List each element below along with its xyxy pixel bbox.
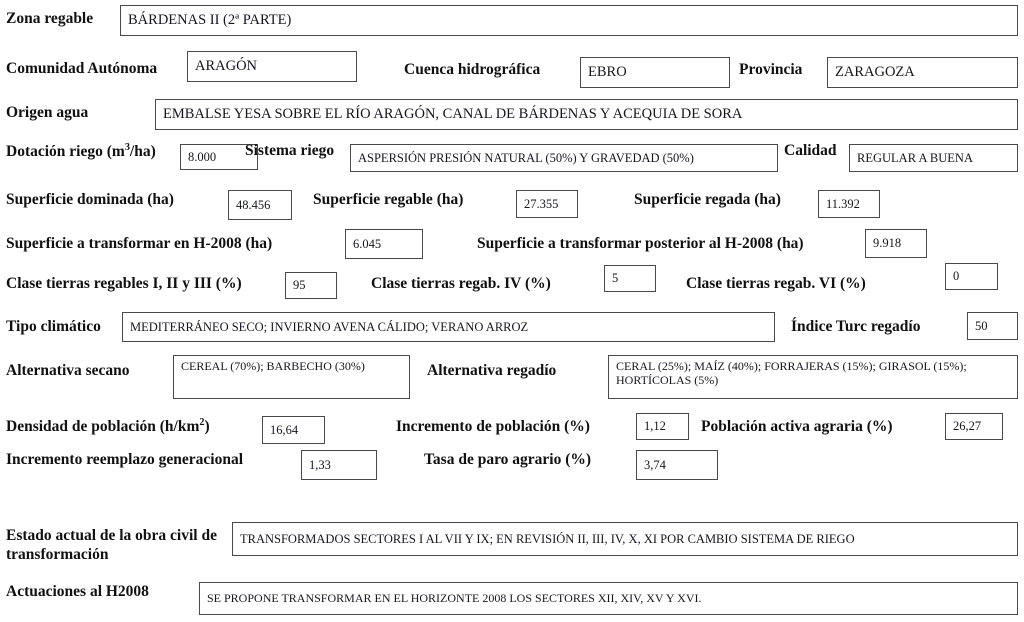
field-superficie-transformar-posterior[interactable] (865, 229, 927, 258)
value-actuaciones-h2008: SE PROPONE TRANSFORMAR EN EL HORIZONTE 2008 LOS SECTORES XII, XIV, XV Y XVI. (207, 591, 702, 606)
label-calidad: Calidad (784, 142, 837, 159)
field-superficie-regada[interactable] (818, 190, 880, 218)
value-superficie-dominada: 48.456 (236, 197, 271, 212)
value-estado-actual-obra: TRANSFORMADOS SECTORES I AL VII Y IX; EN REVISIÓN II, III, IV, X, XI POR CAMBIO SISTEMA DE RIEGO (240, 531, 855, 546)
label-clase-tierras-i-ii-iii: Clase tierras regables I, II y III (%) (6, 275, 242, 292)
value-clase-tierras-i-ii-iii: 95 (293, 278, 306, 292)
label-incremento-poblacion: Incremento de población (%) (396, 418, 590, 435)
label-poblacion-activa-agraria: Población activa agraria (%) (701, 418, 893, 435)
field-indice-turc-regadio[interactable] (967, 312, 1018, 340)
label-dotacion-riego-post: /ha) (129, 143, 156, 160)
field-alternativa-secano[interactable] (173, 355, 410, 399)
field-superficie-transformar-h2008[interactable] (345, 229, 423, 259)
value-incremento-reemplazo-generacional: 1,33 (309, 457, 331, 472)
value-alternativa-secano: CEREAL (70%); BARBECHO (30%) (181, 359, 365, 373)
label-cuenca-hidrografica: Cuenca hidrográfica (404, 61, 541, 78)
label-densidad-poblacion (6, 416, 210, 435)
field-clase-tierras-i-ii-iii[interactable] (285, 272, 337, 299)
label-dotacion-riego-pre: Dotación riego (m (6, 143, 125, 160)
value-sistema-riego: ASPERSIÓN PRESIÓN NATURAL (50%) Y GRAVEDAD (50%) (358, 150, 694, 165)
label-dotacion-riego (6, 141, 156, 160)
label-estado-actual-obra: Estado actual de la obra civil de transformación (6, 527, 217, 563)
field-estado-actual-obra[interactable] (232, 522, 1018, 556)
value-cuenca-hidrografica: EBRO (588, 63, 627, 80)
field-actuaciones-h2008[interactable] (199, 582, 1018, 615)
value-incremento-poblacion: 1,12 (644, 419, 666, 433)
field-incremento-poblacion[interactable] (636, 413, 689, 440)
field-alternativa-regadio[interactable] (608, 355, 1018, 399)
label-origen-agua: Origen agua (6, 104, 89, 121)
field-incremento-reemplazo-generacional[interactable] (301, 450, 377, 480)
label-superficie-transformar-posterior: Superficie a transformar posterior al H-2008 (ha) (477, 235, 804, 252)
field-sistema-riego[interactable] (350, 144, 778, 172)
value-tasa-paro-agrario: 3,74 (644, 457, 666, 472)
value-tipo-climatico: MEDITERRÁNEO SECO; INVIERNO AVENA CÁLIDO; VERANO ARROZ (130, 319, 529, 334)
value-superficie-transformar-h2008: 6.045 (353, 236, 382, 251)
field-clase-tierras-vi[interactable] (945, 263, 998, 290)
value-superficie-transformar-posterior: 9.918 (873, 236, 902, 250)
field-comunidad-autonoma[interactable] (187, 51, 357, 82)
label-actuaciones-h2008: Actuaciones al H2008 (6, 583, 149, 600)
label-incremento-reemplazo-generacional: Incremento reemplazo generacional (6, 451, 244, 468)
value-superficie-regable: 27.355 (524, 196, 559, 211)
field-superficie-dominada[interactable] (228, 190, 292, 220)
value-dotacion-riego: 8.000 (188, 149, 217, 164)
label-clase-tierras-iv: Clase tierras regab. IV (%) (371, 275, 551, 292)
field-clase-tierras-iv[interactable] (604, 265, 656, 292)
field-poblacion-activa-agraria[interactable] (945, 413, 1003, 440)
field-calidad[interactable] (849, 144, 1018, 172)
field-tipo-climatico[interactable] (122, 312, 775, 342)
label-sistema-riego: Sistema riego (245, 142, 335, 159)
label-densidad-poblacion-exponent: 2 (199, 416, 205, 428)
value-alternativa-regadio: CERAL (25%); MAÍZ (40%); FORRAJERAS (15%); GIRASOL (15%); HORTÍCOLAS (5%) (616, 359, 970, 388)
value-indice-turc-regadio: 50 (975, 318, 988, 333)
field-tasa-paro-agrario[interactable] (636, 450, 718, 480)
label-comunidad-autonoma: Comunidad Autónoma (6, 60, 158, 77)
field-zona-regable[interactable] (120, 5, 1018, 36)
label-provincia: Provincia (739, 61, 803, 78)
label-zona-regable: Zona regable (6, 10, 94, 27)
label-tasa-paro-agrario: Tasa de paro agrario (%) (424, 451, 592, 468)
label-superficie-regable: Superficie regable (ha) (313, 191, 464, 208)
value-comunidad-autonoma: ARAGÓN (195, 57, 258, 74)
field-provincia[interactable] (827, 57, 1018, 88)
field-superficie-regable[interactable] (516, 190, 578, 218)
label-indice-turc-regadio: Índice Turc regadío (791, 318, 921, 335)
label-densidad-poblacion-pre: Densidad de población (h/km (6, 418, 200, 435)
value-zona-regable: BÁRDENAS II (2ª PARTE) (128, 11, 292, 28)
label-tipo-climatico: Tipo climático (6, 318, 101, 335)
value-provincia: ZARAGOZA (835, 63, 915, 80)
value-densidad-poblacion: 16,64 (270, 422, 299, 437)
value-calidad: REGULAR A BUENA (857, 150, 973, 165)
value-clase-tierras-vi: 0 (953, 269, 960, 283)
field-cuenca-hidrografica[interactable] (580, 57, 730, 88)
label-superficie-dominada: Superficie dominada (ha) (6, 191, 174, 208)
label-clase-tierras-vi: Clase tierras regab. VI (%) (686, 275, 866, 292)
value-poblacion-activa-agraria: 26,27 (953, 419, 982, 433)
label-superficie-regada: Superficie regada (ha) (634, 191, 781, 208)
field-origen-agua[interactable] (155, 99, 1018, 130)
label-dotacion-riego-exponent: 3 (124, 141, 130, 153)
label-alternativa-regadio: Alternativa regadío (427, 362, 557, 379)
label-superficie-transformar-h2008: Superficie a transformar en H-2008 (ha) (6, 235, 273, 252)
label-alternativa-secano: Alternativa secano (6, 362, 130, 379)
value-clase-tierras-iv: 5 (612, 271, 619, 285)
value-origen-agua: EMBALSE YESA SOBRE EL RÍO ARAGÓN, CANAL DE BÁRDENAS Y ACEQUIA DE SORA (163, 105, 743, 122)
field-densidad-poblacion[interactable] (262, 416, 325, 444)
value-superficie-regada: 11.392 (826, 196, 860, 211)
label-densidad-poblacion-post: ) (204, 418, 210, 435)
